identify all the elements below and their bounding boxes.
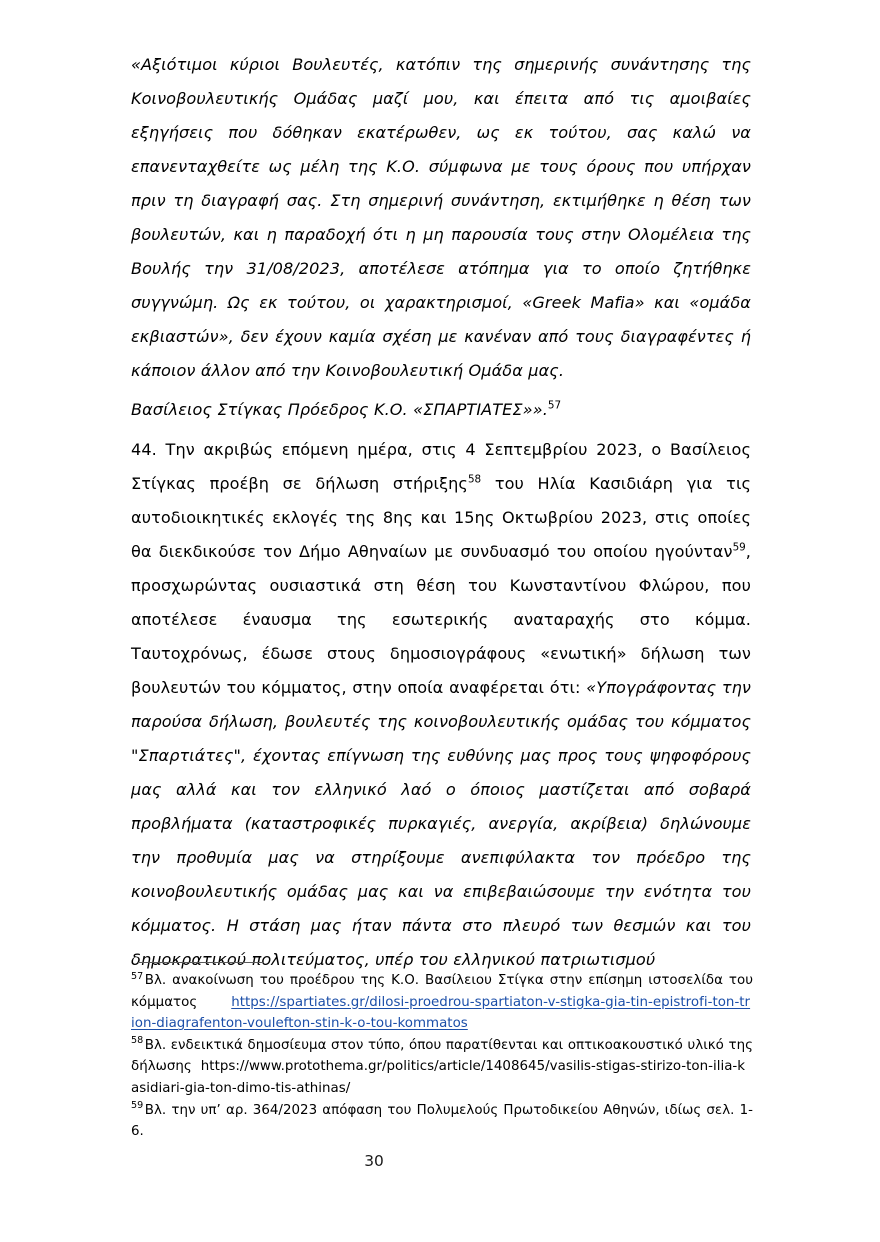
footnote-57-link[interactable]: https://spartiates.gr/dilosi-proedrou-spartiaton-v-stigka-gia-tin-epistrofi-ton-trion-diagrafenton-voulefton-stin-k-o-tou-kommatos [131,994,751,1032]
signature-line [131,393,751,427]
footnote-number-57: 57 [131,970,144,982]
footnote-ref-59[interactable]: 59 [732,541,746,554]
footnote-57-text: Βλ. ανακοίνωση του προέδρου της Κ.Ο. Βασίλειου Στίγκα στην επίσημη ιστοσελίδα του κόμματος [131,973,753,1010]
paragraph-44-part1: 44. Την ακριβώς επόμενη ημέρα, στις 4 Σεπτεμβρίου 2023, ο Βασίλειος Στίγκας προέβη σε δήλωση στήριξης [131,440,751,493]
footnote-separator-rule [138,962,264,963]
footnote-57 [131,970,753,1035]
quoted-statement-paragraph: «Αξιότιμοι κύριοι Βουλευτές, κατόπιν της σημερινής συνάντησης της Κοινοβουλευτικής Ομάδας μαζί μου, και έπειτα από τις αμοιβαίες εξηγήσεις που δόθηκαν εκατέρωθεν, ως εκ τούτου, σας καλώ να επανενταχθείτε ως μέλη της Κ.Ο. σύμφωνα με τους όρους που υπήρχαν πριν τη διαγραφή σας. Στη σημερινή συνάντηση, εκτιμήθηκε η θέση των βουλευτών, και η παραδοχή ότι η μη παρουσία τους στην Ολομέλεια της Βουλής την 31/08/2023, αποτέλεσε ατόπημα για το οποίο ζητήθηκε συγγνώμη. Ως εκ τούτου, οι χαρακτηρισμοί, «Greek Mafia» και «ομάδα εκβιαστών», δεν έχουν καμία σχέση με κανέναν από τους διαγραφέντες ή κάποιον άλλον από την Κοινοβουλευτική Ομάδα μας. [131,55,751,380]
footnote-59 [131,1100,753,1143]
footnote-58-gap [192,1059,201,1074]
footnote-ref-58[interactable]: 58 [467,473,482,486]
footnotes-region [131,962,753,1143]
page-number: 30 [364,1152,384,1170]
footnote-59-text: Βλ. την υπ’ αρ. 364/2023 απόφαση του Πολυμελούς Πρωτοδικείου Αθηνών, ιδίως σελ. 1-6. [131,1102,753,1140]
paragraph-44 [131,433,751,977]
body-text-region [131,48,751,977]
paragraph-44-part2: του Ηλία Κασιδιάρη για τις αυτοδιοικητικές εκλογές της 8ης και 15ης Οκτωβρίου 2023, στις οποίες θα διεκδικούσε τον Δήμο Αθηναίων με συνδυασμό του οποίου ηγούνταν [131,474,751,561]
footnote-ref-57[interactable]: 57 [547,399,562,412]
footnote-number-59: 59 [131,1100,144,1112]
footnote-58-text: Βλ. ενδεικτικά δημοσίευμα στον τύπο, όπου παρατίθενται και οπτικοακουστικό υλικό της δήλωσης [131,1037,753,1075]
paragraph-44-part3: , προσχωρώντας ουσιαστικά στη θέση του Κωνσταντίνου Φλώρου, που αποτέλεσε έναυσμα της εσωτερικής αναταραχής στο κόμμα. Ταυτοχρόνως, έδωσε στους δημοσιογράφους «ενωτική» δήλωση των βουλευτών του κόμματος, στην οποία αναφέρεται ότι: [131,542,751,697]
paragraph-44-quoted-declaration: «Υπογράφοντας την παρούσα δήλωση, βουλευτές της κοινοβουλευτικής ομάδας του κόμματος "Σπαρτιάτες", έχοντας επίγνωση της ευθύνης μας προς τους ψηφοφόρους μας αλλά και τον ελληνικό λαό ο όποιος μαστίζεται από σοβαρά προβλήματα (καταστροφικές πυρκαγιές, ανεργία, ακρίβεια) δηλώνουμε την προθυμία μας να στηρίξουμε ανεπιφύλακτα τον πρόεδρο της κοινοβουλευτικής ομάδας μας και να επιβεβαιώσουμε την ενότητα του κόμματος. Η στάση μας ήταν πάντα στο πλευρό των θεσμών και του δημοκρατικού πολιτεύματος, υπέρ του ελληνικού πατριωτισμού [131,678,752,969]
footnote-number-58: 58 [131,1035,144,1047]
footnote-58 [131,1035,753,1100]
signature-text: Βασίλειος Στίγκας Πρόεδρος Κ.Ο. «ΣΠΑΡΤΙΑΤΕΣ»». [131,400,548,419]
footnote-57-gap [197,995,231,1010]
footnote-58-url[interactable]: https://www.protothema.gr/politics/article/1408645/vasilis-stigas-stirizo-ton-ilia-kasidiari-gia-ton-dimo-tis-athinas/ [131,1059,746,1096]
